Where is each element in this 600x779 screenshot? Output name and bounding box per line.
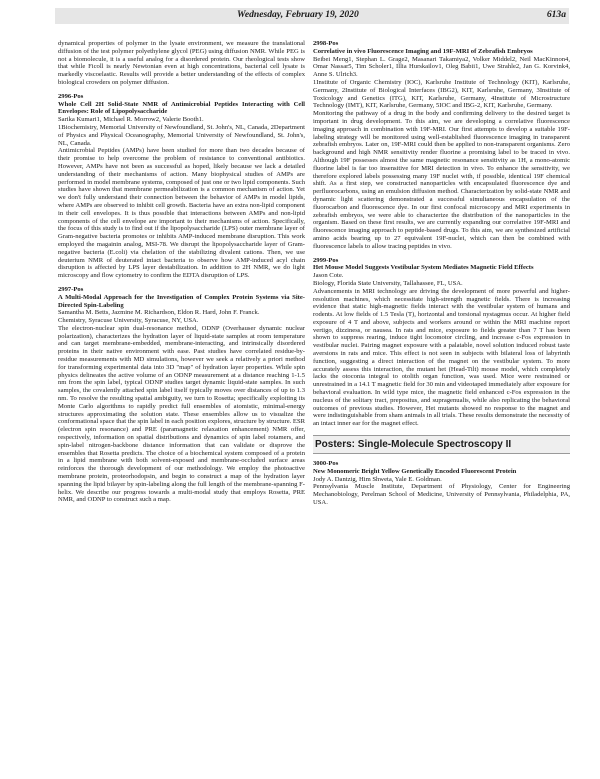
abstract-body: Advancements in MRI technology are driving the development of more powerful and higher-resolution machines, which necessitate high-strength magnetic fields. There is increasing evidence that static high-magnetic fields interact with the vestibular system of humans and rodents. At low fields of 1.5 Tesla (T), horizontal and torsional nystagmus occur. At higher field exposure of 4 T and above, subjects and workers around or within the MRI machine report vertigo, dizziness, or nausea. In rats and mice, exposure to fields greater than 7 T has been shown to suppress rearing, induce tight locomotor circling, and increase c-Fos expression in vestibular nuclei. Pairing magnet exposure with a palatable, novel solution induced robust taste aversions in rats and mice. This effect is not seen in subjects with bilateral loss of labyrinth function, suggesting a direct interaction of the magnet on the vestibular system. To more accurately assess this interaction, the mutant het (Head-Tilt) mouse model, which completely lacks the otoconia integral to otolith organ function, was used. Mice were restrained or unrestrained in a 14.1 T magnetic field for 30 min and videotaped immediately after exposure for behavioral evaluation. In wild type mice, the magnetic field enhanced c-Fos expression in the nucleus of the solitary tract, prepositus, and supragenualis, while also replicating the behavioral outcomes of previous studies. However, Het mutants showed no response to the magnet and were indistinguishable from sham animals in all trials. These results demonstrate the necessity of an intact inner ear for the magnet effect. [313, 287, 570, 428]
abstract-affiliations: 1Institute of Organic Chemistry (IOC), Karlsruhe Institute of Technology (KIT), Karlsruhe, Germany, 2Institute of Biological Interfaces (IBG2), KIT, Karlsruhe, Germany, 3Institute of Toxicology and Genetics (ITG), KIT, Karlsruhe, Germany, 4Institute of Microstructure Technology (IMT), KIT, Karlsruhe, Germany, 5IOC and IBG-2, KIT, Karlsruhe, Germany. [313, 78, 570, 110]
abstract-2996 [58, 93, 305, 280]
abstract-body: Antimicrobial Peptides (AMPs) have been studied for more than two decades because of their promise to help overcome the problem of resistance to conventional antibiotics. However, AMPs have not been as successful as hoped, likely because we lack a detailed understanding of their mechanisms of action. Many biophysical studies of AMPs are performed in model membrane systems, composed of just one or two lipid components. Such studies have shown that membrane permeabilization is a common mechanism of action. Yet we don't fully understand their connection between the behavior of AMPs in model lipids, where AMPs are observed to inhibit cell growth. Bacteria have an extra non-lipid component in their cell envelopes. It is thus possible that interactions between AMPs and non-lipid components of the cell envelope are important to their mechanisms of action. Specifically, the focus of this study is to find out if the lipopolysaccharide (LPS) outer membrane layer of Gram-negative bacteria promotes or inhibits AMP-induced membrane disruption. This work employed the magainin analog, MSI-78. We disrupt the lipopolysaccharide layer of Gram-negative bacteria (E.coli) via chelation of the stabilizing divalent cations. Then, we use deuterium NMR of deuterated intact bacteria to observe how AMP-induced acyl chain disruption is affected by LPS layer destabilization. In addition to 2H NMR, we do light microscopy and flow cytometry to confirm the EDTA disruption of LPS. [58, 147, 305, 280]
abstract-title: Het Mouse Model Suggests Vestibular System Mediates Magnetic Field Effects [313, 264, 534, 272]
right-column [313, 40, 570, 507]
abstract-affiliations: Biology, Florida State University, Tallahassee, FL, USA. [313, 279, 463, 287]
abstract-title: New Monomeric Bright Yellow Genetically Encoded Fluorescent Protein [313, 467, 517, 475]
abstract-affiliations: Pennsylvania Muscle Institute, Department of Physiology, Center for Engineering Mechanobiology, Perelman School of Medicine, University of Pennsylvania, Philadelphia, PA, USA. [313, 483, 570, 507]
abstract-id: 2998-Pos [313, 40, 339, 47]
abstract-title: Correlative in vivo Fluorescence Imaging and 19F-MRI of Zebrafish Embryos [313, 47, 533, 55]
abstract-body: The electron-nuclear spin dual-resonance method, ODNP (Overhauser dynamic nuclear polarization), characterizes the hydration layer of liquid-state samples at room temperature and can target membrane-embedded, membrane-interacting, and intrinsically disordered proteins in their native environment with ease. Past studies have correlated residue-by-residue measurements with MD simulations, however we seek a relatively a priori method for transforming experimental data into 3D "map" of hydration layer properties. While spin physics delineates the active volume of an ODNP measurement at a distance reaching 1-1.5 nm from the spin label, typical ODNP studies target dynamic liquid-state samples. In such samples, the covalently attached spin label itself typically moves over distances of up to 1.3 nm. To resolve the resulting spatial ambiguity, we turn to Rosetta; specifically exploiting its Monte Carlo algorithms to rapidly predict full ensembles of atomistic, minimal-energy structures approximating the solution state. These ensembles allow us to visualize the conformational space that the spin label in each position explores, structure by structure. ESR (electron spin resonance) and PRE (paramagnetic relaxation enhancement) NMR offer, respectively, information on spatial distributions and dynamics of spin label rotamers, and spin-label nitrogen-backbone distance information that can validate or disprove the ensembles that Rosetta predicts. The choice of a biochemical system composed of a protein in a lipid membrane with both solvent-exposed and membrane-occluded surface areas reinforces the thorough development of our methodology. We employ the photoactive membrane protein, proteorhodopsin, and begin to construct a map of the hydration layer spanning the lipid bilayer by spin-labeling along the full length of the membrane-spanning F-helix. We describe our progress towards a multi-modal study that employs Rosetta, PRE NMR, and ODNP to construct such a map. [58, 324, 306, 504]
page-header-bar [55, 8, 569, 24]
abstract-3000 [313, 460, 570, 507]
intro-text: dynamical properties of polymer in the lysate environment, we measure the translational diffusion of the test polymer polyethylene glycol (PEG) using diffusion NMR. While PEG is not a biomolecule, it is a useful analog for a disordered protein. Our rheological tests show that while Ficoll is nearly Newtonian even at high concentrations, bacterial cell lysate is markedly viscoelastic. Results will provide a better understanding of the effects of complex biological crowders on polymer diffusion. [58, 40, 305, 86]
abstract-title: Whole Cell 2H Solid-State NMR of Antimicrobial Peptides Interacting with Cell Envelopes: Role of Lipopolysaccharide [58, 100, 305, 116]
abstract-authors: Jason Cote. [313, 272, 344, 280]
abstract-title: A Multi-Modal Approach for the Investigation of Complex Protein Systems via Site-Directed Spin-Labeling [58, 293, 305, 309]
abstract-2998 [313, 40, 570, 251]
abstract-affiliations: 1Biochemistry, Memorial University of Newfoundland, St. John's, NL, Canada, 2Department of Physics and Physical Oceanography, Memorial University of Newfoundland, St. John's, NL, Canada. [58, 123, 305, 147]
abstract-authors: Jody A. Dantzig, Him Shweta, Yale E. Goldman. [313, 475, 442, 483]
abstract-affiliations: Chemistry, Syracuse University, Syracuse, NY, USA. [58, 317, 199, 325]
abstract-id: 3000-Pos [313, 460, 339, 468]
abstract-id: 2999-Pos [313, 256, 339, 264]
abstract-authors: Sarika Kumari1, Michael R. Morrow2, Valerie Booth1. [58, 116, 204, 124]
abstract-2999 [313, 257, 570, 429]
header-page-number: 613a [546, 9, 566, 20]
left-column [58, 40, 305, 504]
section-heading: Posters: Single-Molecule Spectroscopy II [313, 435, 570, 454]
abstract-authors: Beibei Meng1, Stephan L. Grage2, Masanari Takamiya2, Volker Middel2, Neil MacKinnon4, Omar Nassar5, Tim Scholer1, Illia Hurskailov1, Oleg Babii1, Uwe Strahle2, Jan G. Korvink4, Anne S. Ulrich3. [313, 55, 570, 79]
abstract-body: Monitoring the pathway of a drug in the body and confirming delivery to the desired target is important in drug development. To this aim, we are developing a correlative fluorescence imaging approach in combination with 19F-MRI. Our first attempts to develop a suitable 19F-labeling strategy will be monitored using well-established fluorescence imaging in transparent zebrafish embryos. Later on, 19F-MRI could then be applied to non-transparent organisms. Zero background and high NMR sensitivity render fluorine a promising label to be traced in vivo. Although 19F possesses almost the same magnetic resonance sensitivity as 1H, a mono-atomic fluorine label is far too insensitive for MRI detection in vivo. To enhance the sensitivity, we therefore explored labels possessing many 19F nuclei with, if possible, identical 19F chemical shift. As a first step, we constructed nanoparticles with encapsulated fluorescence dye and perfluorocarbons, using an emulsion diffusion method. Characterization by solid-state NMR and dynamic light scattering demonstrated a successful simultaneous encapsulation of the fluorocarbon and fluorescence dye. In our first confocal microscopy and MRI experiments in zebrafish embryos, we were able to characterize the distribution of the nanoparticles in the organism. Based on these first results, we are currently expanding our correlative 19F-MRI and fluorescence imaging approach to peptide-based drugs. To this aim, we are synthesized artificial amino acids bearing up to 27 equivalent 19F-nuclei, which can then be combined with fluorescence labels to allow tracing peptides in vivo. [313, 110, 570, 250]
abstract-id: 2996-Pos [58, 92, 84, 100]
abstract-2997 [58, 286, 305, 504]
abstract-authors: Samantha M. Betts, Jazmine M. Richardson, Eldon R. Hard, John F. Franck. [58, 309, 260, 317]
header-date: Wednesday, February 19, 2020 [237, 9, 359, 20]
abstract-id: 2997-Pos [58, 285, 84, 293]
